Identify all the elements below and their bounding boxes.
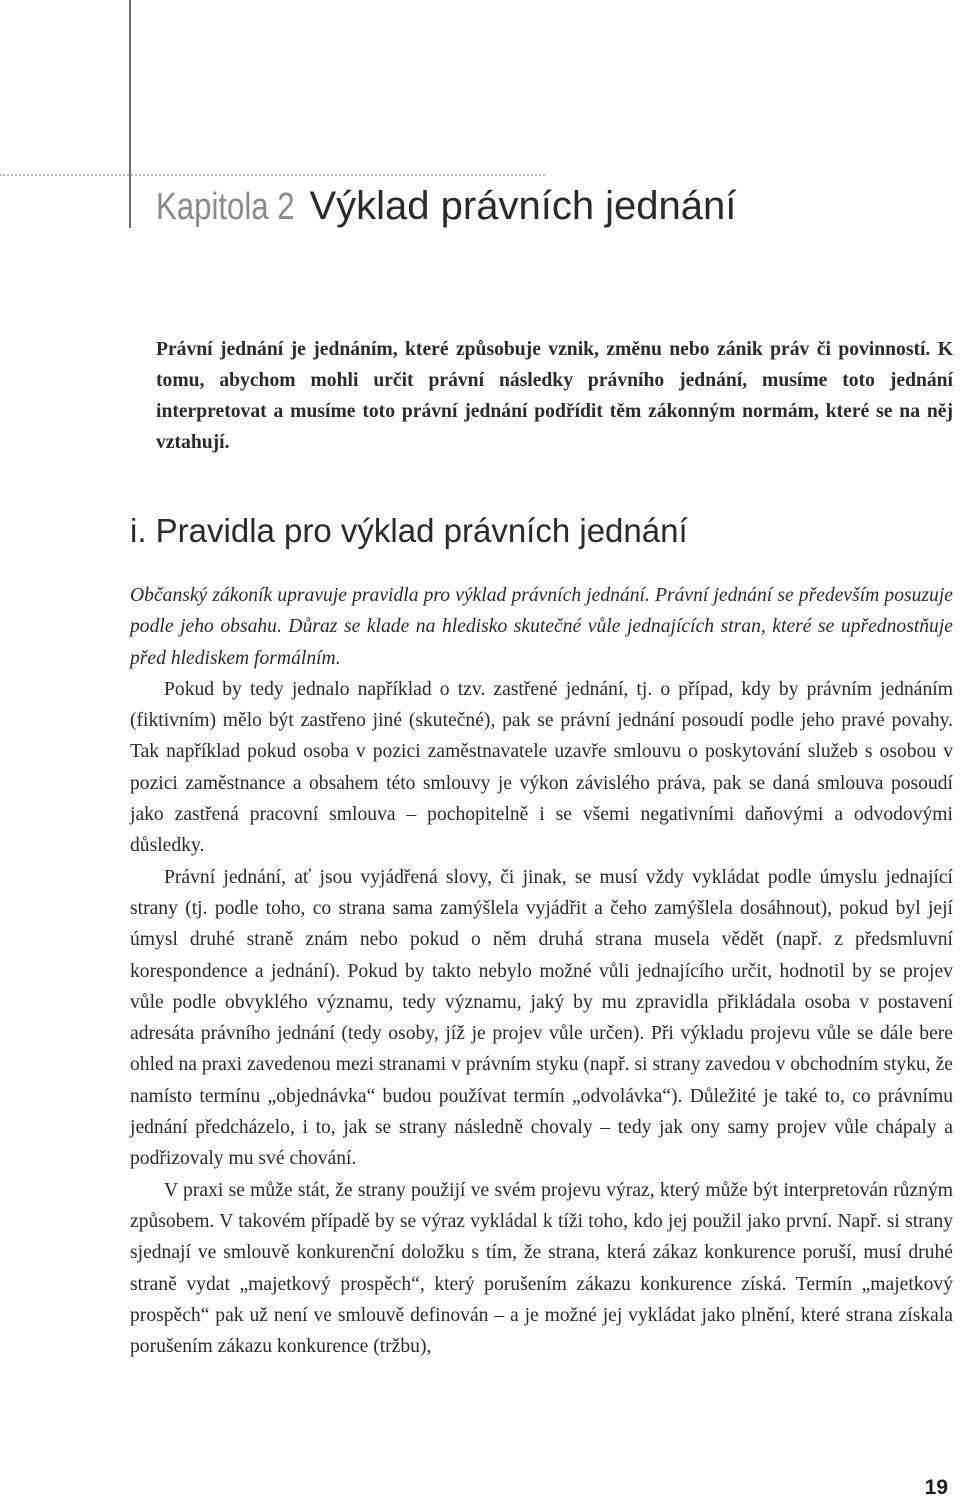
paragraph-4: V praxi se může stát, že strany použijí ve svém projevu výraz, který může být interpretován různým způsobem. V takovém případě by se výraz vykládal k tíži toho, kdo jej použil jako první. Např. si strany sjednají ve smlouvě konkurenční doložku s tím, že strana, která zákaz konkurence poruší, musí druhé straně vydat „majetkový prospěch“, který porušením zákazu konkurence získá. Termín „majetkový prospěch“ pak už není ve smlouvě definován – a je možné jej vykládat jako plnění, které strana získala porušením zákazu konkurence (tržbu), [130,1179,953,1358]
section-title: i. Pravidla pro výklad právních jednání [130,512,688,549]
body-text [130,580,953,1362]
page-number: 19 [924,1476,948,1499]
paragraph-2: Pokud by tedy jednalo například o tzv. zastřené jednání, tj. o případ, kdy by právním jednáním (fiktivním) mělo být zastřeno jiné (skutečné), pak se právní jednání posoudí podle jeho pravé povahy. Tak například pokud osoba v pozici zaměstnavatele uzavře smlouvu o poskytování služeb s osobou v pozici zaměstnance a obsahem této smlouvy je výkon závislého práva, pak se daná smlouva posoudí jako zastřená pracovní smlouva – pochopitelně i se všemi negativními daňovými a odvodovými důsledky. [130,678,953,857]
paragraph-3: Právní jednání, ať jsou vyjádřená slovy, či jinak, se musí vždy vykládat podle úmyslu jednající strany (tj. podle toho, co strana sama zamýšlela vyjádřit a čeho zamýšlela dosáhnout), pokud byl její úmysl druhé straně znám nebo pokud o něm druhá strana musela vědět (např. z předsmluvní korespondence a jednání). Pokud by takto nebylo možné vůli jednajícího určit, hodnotil by se projev vůle podle obvyklého významu, tedy významu, jaký by mu zpravidla přikládala osoba v postavení adresáta právního jednání (tedy osoby, jíž je projev vůle určen). Při výkladu projevu vůle se dále bere ohled na praxi zavedenou mezi stranami v právním styku (např. si strany zavedou v obchodním styku, že namísto termínu „objednávka“ budou používat termín „odvolávka“). Důležité je také to, co právnímu jednání předcházelo, i to, jak se strany následně chovaly – tedy jak ony samy projev vůle chápaly a podřizovaly mu své chování. [130,866,953,1170]
chapter-label: Kapitola 2 [156,186,295,228]
dotted-header-rule [0,174,545,176]
chapter-title: Výklad právních jednání [309,184,737,228]
paragraph-1: Občanský zákoník upravuje pravidla pro výklad právních jednání. Právní jednání se především posuzuje podle jeho obsahu. Důraz se klade na hledisko skutečné vůle jednajících stran, které se upřednostňuje před hlediskem formálním. [130,585,953,669]
margin-vertical-rule [129,0,131,228]
chapter-intro: Právní jednání je jednáním, které způsobuje vznik, změnu nebo zánik práv či povinností. K tomu, abychom mohli určit právní následky právního jednání, musíme toto jednání interpretovat a musíme toto právní jednání podřídit těm zákonným normám, které se na něj vztahují. [156,339,953,453]
chapter-heading [156,184,736,229]
